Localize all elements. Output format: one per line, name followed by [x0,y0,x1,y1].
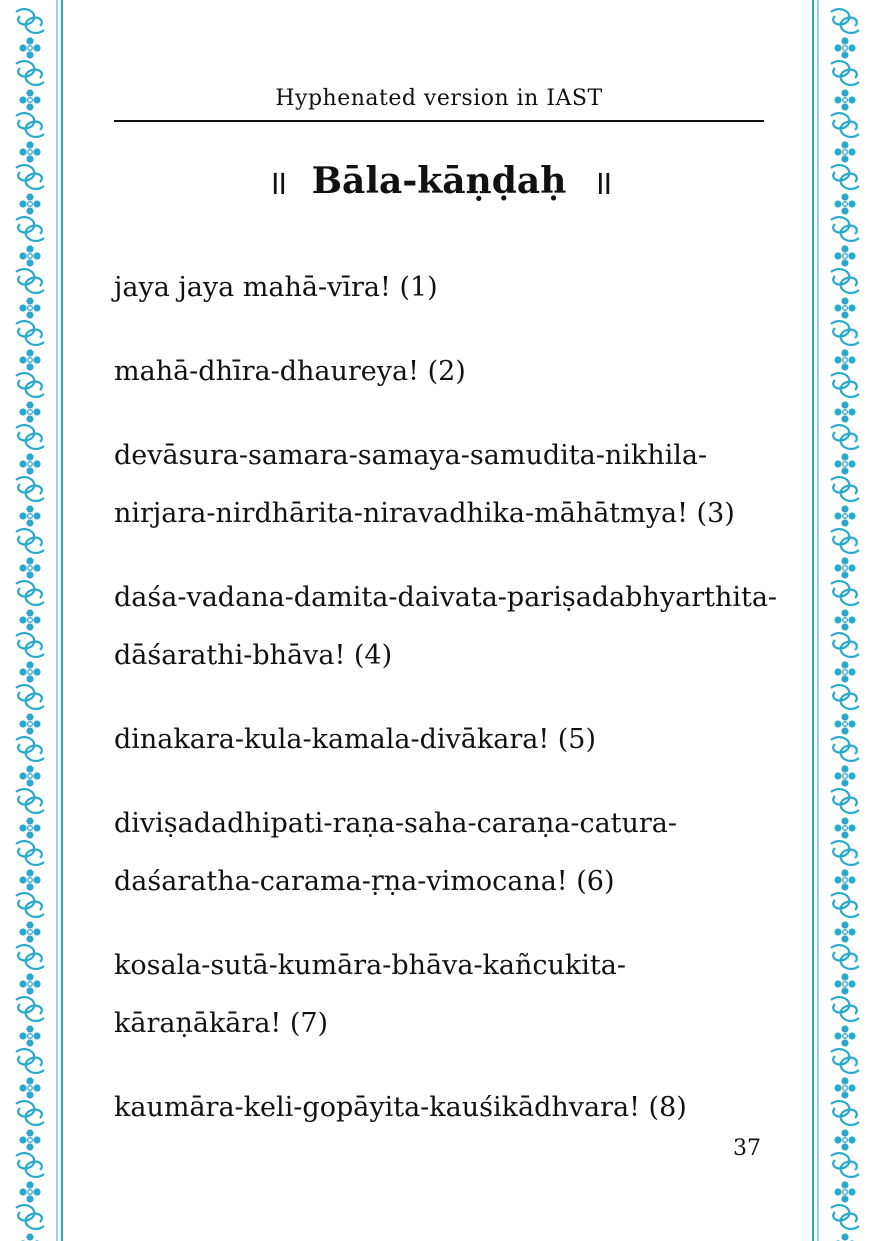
section-title [114,158,764,204]
ornament-border-right-icon [809,0,875,1241]
verse-line: mahā-dhīra-dhaureya! (2) [114,356,466,387]
ornament-border-left-icon [0,0,66,1241]
verse-line: devāsura-samara-samaya-samudita-nikhila- [114,440,708,471]
header-rule [114,120,764,122]
verse-line: jaya jaya mahā-vīra! (1) [114,272,438,303]
verse-line: daśa-vadana-damita-daivata-pariṣadabhyarthita- [114,582,778,613]
verse-line: kosala-sutā-kumāra-bhāva-kañcukita- [114,950,626,981]
verse-line: dinakara-kula-kamala-divākara! (5) [114,724,597,755]
title-text: Bāla-kāṇḍaḥ [311,160,567,202]
title-danda-left: ॥ [267,163,286,203]
page-number: 37 [733,1136,761,1161]
running-header: Hyphenated version in IAST [275,86,603,111]
verse-line: nirjara-nirdhārita-niravadhika-māhātmya! (3) [114,498,735,529]
verse-line: kāraṇākāra! (7) [114,1008,329,1039]
right-decorative-border [809,0,875,1241]
title-danda-right: ॥ [592,163,611,203]
verse-line: kaumāra-keli-gopāyita-kauśikādhvara! (8) [114,1092,687,1123]
verse-line: daśaratha-carama-ṛṇa-vimocana! (6) [114,866,615,897]
left-decorative-border [0,0,66,1241]
verse-line: diviṣadadhipati-raṇa-saha-caraṇa-catura- [114,808,678,839]
verse-line: dāśarathi-bhāva! (4) [114,640,393,671]
page-content [66,0,809,1241]
